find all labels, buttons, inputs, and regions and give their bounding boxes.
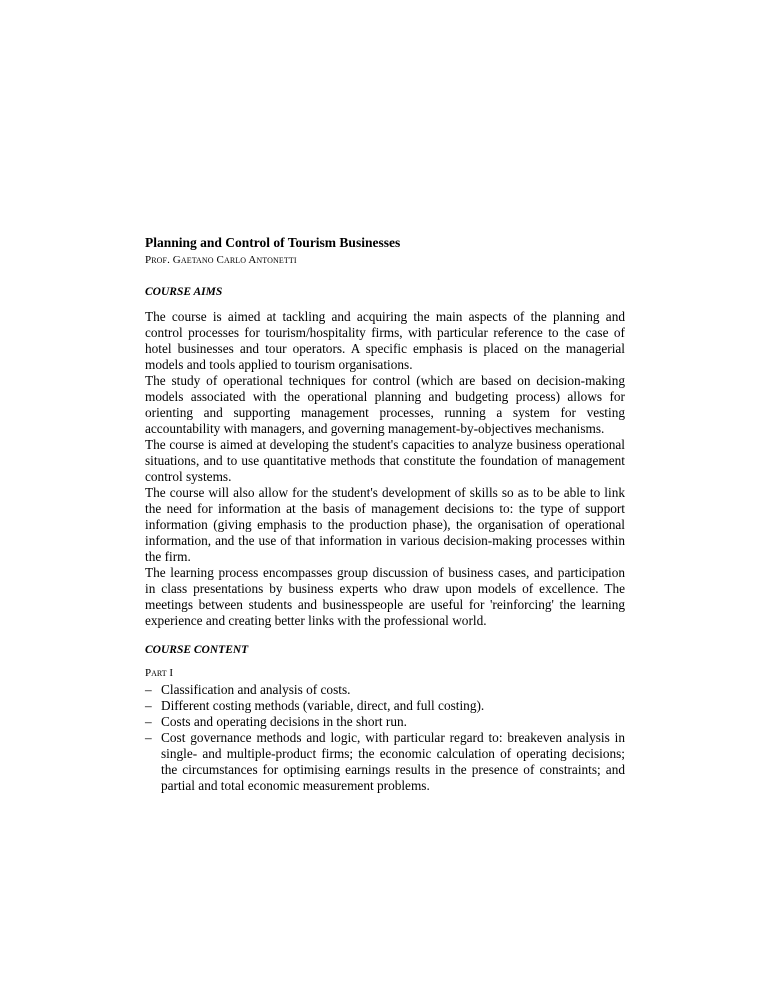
author-name: Prof. Gaetano Carlo Antonetti	[145, 254, 297, 266]
document-title: Planning and Control of Tourism Businesses	[145, 235, 401, 250]
list-item	[145, 698, 625, 714]
aims-paragraph: The learning process encompasses group discussion of business cases, and participation in class presentations by business experts who draw upon models of excellence. The meetings between students and businesspeople are useful for 'reinforcing' the learning experience and creating better links with the professional world.	[145, 565, 625, 628]
list-item	[145, 730, 625, 794]
part-label: Part I	[145, 667, 174, 679]
course-content-heading: COURSE CONTENT	[145, 644, 249, 656]
list-item-text: Cost governance methods and logic, with particular regard to: breakeven analysis in single- and multiple-product firms; the economic calculation of operating decisions; the circumstances for optimising earnings results in the presence of constraints; and partial and total economic measurement problems.	[161, 730, 625, 793]
list-item-text: Different costing methods (variable, direct, and full costing).	[161, 698, 485, 713]
course-aims-heading: COURSE AIMS	[145, 286, 223, 298]
dash-bullet: –	[145, 730, 152, 745]
dash-bullet: –	[145, 698, 152, 713]
dash-bullet: –	[145, 714, 152, 729]
aims-paragraph: The course will also allow for the student's development of skills so as to be able to link the need for information at the basis of management decisions to: the type of support information (giving emphasis to the production phase), the organisation of operational information, and the use of that information in various decision-making processes within the firm.	[145, 485, 625, 564]
aims-paragraph: The study of operational techniques for control (which are based on decision-making models associated with the operational planning and budgeting process) allows for orienting and supporting management processes, running a system for vesting accountability with managers, and governing management-by-objectives mechanisms.	[145, 373, 625, 436]
list-item-text: Costs and operating decisions in the short run.	[161, 714, 407, 729]
list-item	[145, 714, 625, 730]
list-item-text: Classification and analysis of costs.	[161, 682, 351, 697]
list-item	[145, 682, 625, 698]
course-aims-body	[145, 309, 625, 629]
course-content-list	[145, 682, 625, 794]
document-page	[145, 235, 625, 794]
dash-bullet: –	[145, 682, 152, 697]
aims-paragraph: The course is aimed at developing the student's capacities to analyze business operational situations, and to use quantitative methods that constitute the foundation of management control systems.	[145, 437, 625, 484]
aims-paragraph: The course is aimed at tackling and acquiring the main aspects of the planning and control processes for tourism/hospitality firms, with particular reference to the case of hotel businesses and tour operators. A specific emphasis is placed on the managerial models and tools applied to tourism organisations.	[145, 309, 625, 372]
